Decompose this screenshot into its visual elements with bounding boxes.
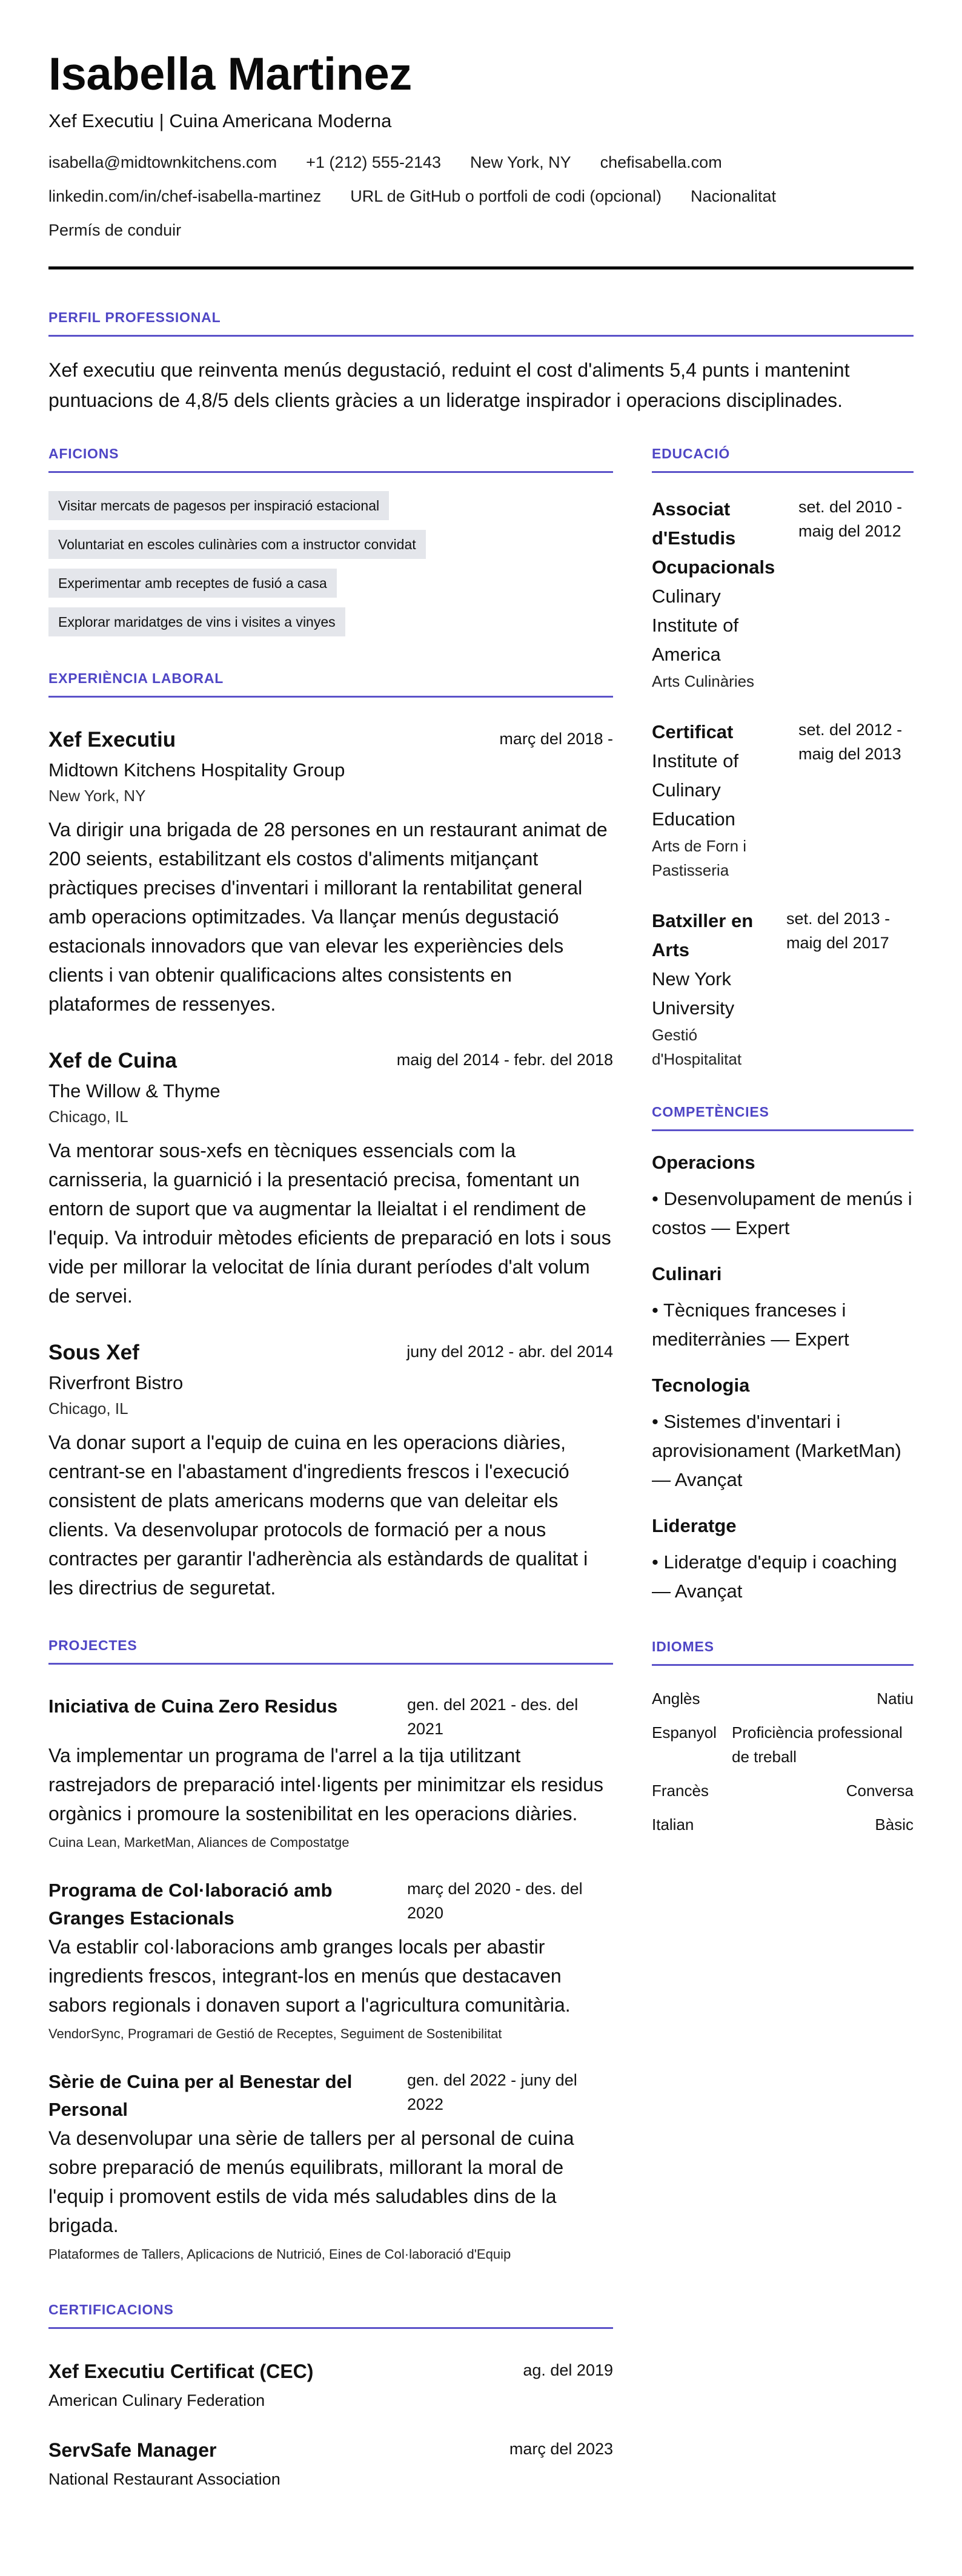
- job-title: Xef de Cuina: [48, 1049, 177, 1072]
- language-level: Proficiència professional de treball: [732, 1723, 903, 1766]
- job-description: Va dirigir una brigada de 28 persones en un restaurant animat de 200 seients, estabilitzant els costos d'aliments mitjançant pràctiques precises d'inventari i millorant la rentabilitat general amb operacions optimitzades. Va llançar menús degustació estacionals innovadors que van elevar les experiències dels clients i van obtenir qualificacions altes consistents en plataformes de ressenyes.: [48, 819, 608, 1015]
- skills-section: [652, 1103, 914, 1606]
- education-field: Gestió d'Hospitalitat: [652, 1026, 742, 1068]
- education-date: set. del 2010 - maig del 2012: [798, 498, 903, 540]
- skill-item: • Tècniques franceses i mediterrànies — Expert: [652, 1300, 849, 1350]
- skill-group: [652, 1149, 914, 1243]
- job-date: març del 2018 -: [499, 730, 613, 748]
- contact-nationality: Nacionalitat: [690, 187, 777, 205]
- header-divider: [48, 266, 914, 269]
- project-date: març del 2020 - des. del 2020: [407, 1880, 583, 1922]
- section-divider: [652, 1664, 914, 1666]
- education-entry: [652, 495, 914, 693]
- section-title-hobbies: AFICIONS: [48, 446, 119, 461]
- contact-github[interactable]: URL de GitHub o portfoli de codi (opcional): [350, 187, 662, 205]
- education-field: Arts Culinàries: [652, 672, 755, 690]
- two-column-layout: [48, 444, 914, 2492]
- hobbies-section: [48, 444, 613, 636]
- language-name: Francès: [652, 1782, 709, 1800]
- summary-text: Xef executiu que reinventa menús degustació, reduint el cost d'aliments 5,4 punts i mantenint puntuacions de 4,8/5 dels clients gràcies a un lideratge inspirador i operacions disciplinades.: [48, 359, 850, 411]
- skill-group: [652, 1261, 914, 1354]
- certification-date: març del 2023: [509, 2440, 613, 2458]
- education-date: set. del 2012 - maig del 2013: [798, 721, 903, 763]
- resume-header: [48, 47, 914, 269]
- contact-driving-license: Permís de conduir: [48, 221, 182, 239]
- project-title: Sèrie de Cuina per al Benestar del Personal: [48, 2071, 353, 2120]
- job-location: New York, NY: [48, 787, 146, 805]
- hobby-tag: Experimentar amb receptes de fusió a casa: [48, 569, 337, 598]
- projects-section: [48, 1636, 613, 2265]
- skill-group: [652, 1372, 914, 1494]
- hobby-tag: Voluntariat en escoles culinàries com a instructor convidat: [48, 530, 426, 559]
- job-location: Chicago, IL: [48, 1108, 128, 1126]
- languages-section: [652, 1637, 914, 1837]
- section-divider: [48, 335, 914, 337]
- skill-category: Operacions: [652, 1152, 755, 1173]
- certification-title: Xef Executiu Certificat (CEC): [48, 2360, 314, 2382]
- education-degree: Certificat: [652, 721, 734, 742]
- section-title-projects: PROJECTES: [48, 1637, 138, 1653]
- contact-linkedin[interactable]: linkedin.com/in/chef-isabella-martinez: [48, 187, 322, 205]
- language-level: Bàsic: [875, 1815, 914, 1834]
- candidate-name: Isabella Martinez: [48, 48, 412, 100]
- contact-phone[interactable]: +1 (212) 555-2143: [306, 153, 441, 171]
- certifications-section: [48, 2300, 613, 2492]
- language-name: Anglès: [652, 1689, 700, 1708]
- hobby-tag: Visitar mercats de pagesos per inspiració estacional: [48, 491, 389, 520]
- project-tech: Plataformes de Tallers, Aplicacions de Nutrició, Eines de Col·laboració d'Equip: [48, 2247, 511, 2262]
- job-location: Chicago, IL: [48, 1399, 128, 1418]
- language-row: [652, 1686, 914, 1711]
- language-row: [652, 1778, 914, 1803]
- skill-group: [652, 1513, 914, 1606]
- project-entry: [48, 1693, 613, 1854]
- certification-issuer: American Culinary Federation: [48, 2391, 265, 2409]
- project-description: Va establir col·laboracions amb granges locals per abastir ingredients frescos, integrant-los en menús que destacaven sabors regionals i donaven suport a l'agricultura comunitària.: [48, 1936, 571, 2016]
- section-title-skills: COMPETÈNCIES: [652, 1104, 769, 1120]
- job-title: Xef Executiu: [48, 728, 176, 751]
- right-column: [652, 444, 914, 2492]
- language-row: [652, 1812, 914, 1837]
- certification-issuer: National Restaurant Association: [48, 2470, 280, 2488]
- section-divider: [48, 2327, 613, 2329]
- left-column: [48, 444, 613, 2492]
- section-divider: [652, 471, 914, 473]
- section-title-experience: EXPERIÈNCIA LABORAL: [48, 670, 224, 686]
- contact-list: [48, 145, 914, 247]
- section-divider: [48, 471, 613, 473]
- education-entry: [652, 718, 914, 882]
- job-company: Midtown Kitchens Hospitality Group: [48, 759, 345, 781]
- candidate-tagline: Xef Executiu | Cuina Americana Moderna: [48, 110, 392, 131]
- language-name: Italian: [652, 1815, 694, 1834]
- job-company: The Willow & Thyme: [48, 1080, 221, 1101]
- skill-category: Lideratge: [652, 1515, 737, 1536]
- education-field: Arts de Forn i Pastisseria: [652, 837, 747, 879]
- education-school: Culinary Institute of America: [652, 586, 739, 665]
- project-tech: Cuina Lean, MarketMan, Aliances de Compostatge: [48, 1835, 350, 1850]
- hobby-tags: [48, 491, 613, 636]
- certification-entry: [48, 2358, 613, 2414]
- education-date: set. del 2013 - maig del 2017: [786, 910, 891, 952]
- language-row: [652, 1720, 914, 1769]
- certification-title: ServSafe Manager: [48, 2439, 217, 2461]
- section-title-education: EDUCACIÓ: [652, 446, 731, 461]
- education-school: New York University: [652, 968, 735, 1019]
- job-date: maig del 2014 - febr. del 2018: [396, 1051, 613, 1069]
- project-description: Va implementar un programa de l'arrel a la tija utilitzant rastrejadors de preparació intel·ligents per minimitzar els residus orgànics i promoure la sostenibilitat en les operacions diàries.: [48, 1745, 603, 1825]
- project-entry: [48, 1877, 613, 2045]
- project-title: Programa de Col·laboració amb Granges Estacionals: [48, 1880, 333, 1929]
- section-divider: [48, 696, 613, 698]
- job-entry: [48, 727, 613, 1019]
- skill-category: Culinari: [652, 1263, 722, 1284]
- language-name: Espanyol: [652, 1723, 717, 1742]
- section-divider: [48, 1663, 613, 1665]
- contact-location: New York, NY: [470, 153, 571, 171]
- skill-item: • Desenvolupament de menús i costos — Expert: [652, 1188, 912, 1238]
- skill-item: • Sistemes d'inventari i aprovisionament (MarketMan) — Avançat: [652, 1411, 901, 1490]
- contact-website[interactable]: chefisabella.com: [600, 153, 722, 171]
- section-divider: [652, 1129, 914, 1131]
- hobby-tag: Explorar maridatges de vins i visites a vinyes: [48, 607, 345, 636]
- education-school: Institute of Culinary Education: [652, 750, 739, 830]
- summary-section: [48, 308, 914, 415]
- job-entry: [48, 1339, 613, 1602]
- contact-email[interactable]: isabella@midtownkitchens.com: [48, 153, 277, 171]
- job-description: Va donar suport a l'equip de cuina en les operacions diàries, centrant-se en l'abastament d'ingredients frescos i l'execució consistent de plats americans moderns que van deleitar els clients. Va desenvolupar protocols de formació per a nous contractes per garantir l'adherència als estàndards de qualitat i les directrius de seguretat.: [48, 1432, 588, 1599]
- project-tech: VendorSync, Programari de Gestió de Receptes, Seguiment de Sostenibilitat: [48, 2026, 502, 2041]
- language-level: Natiu: [877, 1689, 914, 1708]
- project-title: Iniciativa de Cuina Zero Residus: [48, 1696, 338, 1717]
- certification-entry: [48, 2437, 613, 2492]
- education-degree: Associat d'Estudis Ocupacionals: [652, 498, 775, 578]
- job-company: Riverfront Bistro: [48, 1372, 184, 1393]
- job-entry: [48, 1048, 613, 1310]
- job-title: Sous Xef: [48, 1341, 139, 1364]
- project-date: gen. del 2022 - juny del 2022: [407, 2071, 577, 2113]
- education-degree: Batxiller en Arts: [652, 910, 754, 960]
- section-title-languages: IDIOMES: [652, 1639, 714, 1654]
- project-entry: [48, 2068, 613, 2265]
- education-entry: [652, 907, 914, 1071]
- language-level: Conversa: [846, 1782, 914, 1800]
- skill-item: • Lideratge d'equip i coaching — Avançat: [652, 1551, 897, 1602]
- skill-category: Tecnologia: [652, 1375, 750, 1396]
- education-section: [652, 444, 914, 1071]
- certification-date: ag. del 2019: [523, 2361, 613, 2379]
- section-title-summary: PERFIL PROFESSIONAL: [48, 309, 221, 325]
- language-list: [652, 1686, 914, 1837]
- experience-section: [48, 669, 613, 1602]
- section-title-certifications: CERTIFICACIONS: [48, 2302, 174, 2317]
- project-date: gen. del 2021 - des. del 2021: [407, 1696, 579, 1738]
- job-description: Va mentorar sous-xefs en tècniques essencials com la carnisseria, la guarnició i la presentació precisa, fomentant un entorn de suport que va augmentar la lleialtat i el rendiment de l'equip. Va introduir mètodes eficients de preparació en lots i sous vide per millorar la velocitat de línia durant períodes d'alt volum de servei.: [48, 1140, 611, 1307]
- project-description: Va desenvolupar una sèrie de tallers per al personal de cuina sobre preparació de menús equilibrats, millorant la moral de l'equip i promovent estils de vida més saludables dins de la brigada.: [48, 2127, 574, 2236]
- job-date: juny del 2012 - abr. del 2014: [406, 1342, 613, 1361]
